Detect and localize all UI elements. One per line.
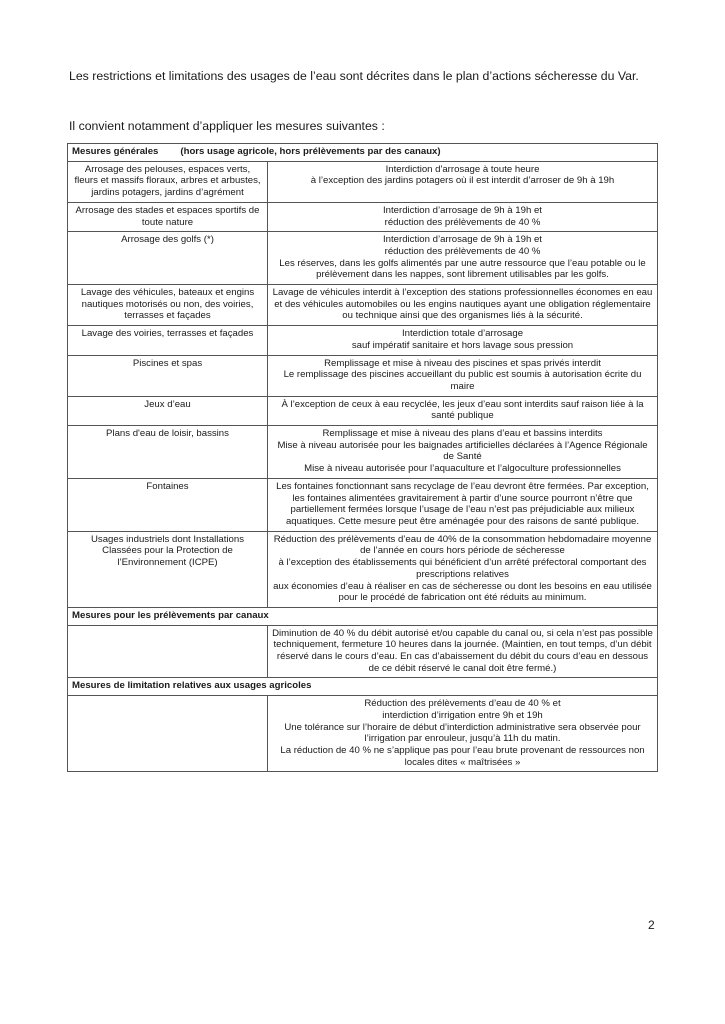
- measure-line: sauf impératif sanitaire et hors lavage sous pression: [351, 339, 574, 351]
- measure-cell: [268, 696, 658, 772]
- measure-line: Les réserves, dans les golfs alimentés par une autre ressource que l’eau potable ou le prélèvement dans les nappes, sont librement utilisables par les golfs.: [279, 257, 646, 281]
- table-row: [68, 396, 658, 425]
- measure-cell: [268, 355, 658, 396]
- measure-line: Interdiction totale d’arrosage: [401, 328, 524, 340]
- measure-cell: [268, 531, 658, 607]
- page-number: 2: [648, 918, 655, 932]
- measure-cell: [268, 625, 658, 678]
- measure-cell: [268, 426, 658, 479]
- table-row: [68, 531, 658, 607]
- section-title: Mesures générales: [72, 146, 159, 157]
- usage-cell: [68, 696, 268, 772]
- measure-line: Interdiction d’arrosage de 9h à 19h et: [383, 204, 542, 216]
- usage-cell: [68, 625, 268, 678]
- usage-cell: Arrosage des stades et espaces sportifs de toute nature: [68, 202, 268, 231]
- usage-cell: Arrosage des golfs (*): [68, 232, 268, 285]
- usage-cell: Piscines et spas: [68, 355, 268, 396]
- intro-paragraph: Les restrictions et limitations des usages de l’eau sont décrites dans le plan d’actions sécheresse du Var.: [69, 69, 639, 83]
- measure-cell: [268, 478, 658, 531]
- measure-line: réduction des prélèvements de 40 %: [384, 216, 541, 228]
- table-row: [68, 285, 658, 326]
- measure-line: À l’exception de ceux à eau recyclée, les jeux d’eau sont interdits sauf raison liée à la santé publique: [281, 398, 644, 422]
- measure-line: Interdiction d'arrosage à toute heure: [385, 163, 540, 175]
- table-row: [68, 355, 658, 396]
- table-row: [68, 478, 658, 531]
- measure-line: Une tolérance sur l’horaire de début d’interdiction administrative sera observée pour l’irrigation par enrouleur, jusqu’à 11h du matin.: [284, 721, 641, 745]
- usage-cell: Arrosage des pelouses, espaces verts, fleurs et massifs floraux, arbres et arbustes, jardins potagers, jardins d’agrément: [68, 161, 268, 202]
- measure-line: interdiction d’irrigation entre 9h et 19h: [382, 709, 543, 721]
- measure-line: Lavage de véhicules interdit à l’exception des stations professionnelles économes en eau et des véhicules automobiles ou les engins nautiques ayant une obligation réglementaire ou technique ainsi que des organismes liés à la sécurité.: [272, 287, 653, 322]
- table-row: [68, 625, 658, 678]
- section-title: Mesures de limitation relatives aux usages agricoles: [68, 678, 658, 696]
- usage-cell: Jeux d’eau: [68, 396, 268, 425]
- usage-cell: Fontaines: [68, 478, 268, 531]
- measure-line: réduction des prélèvements de 40 %: [384, 245, 541, 257]
- measure-line: à l’exception des établissements qui bénéficient d’un arrêté préfectoral comportant des prescriptions relatives: [278, 557, 647, 580]
- table-row: [68, 202, 658, 231]
- section-header-general: [68, 144, 658, 162]
- measure-line: Diminution de 40 % du débit autorisé et/ou capable du canal ou, si cela n’est pas possible techniquement, fermeture 10 heures dans la journée. (Maintien, en tout temps, d’un débit réservé dans le cours d’eau. En cas d’abaissement du débit du cours d’eau en dessous de ce débit réservé le canal doit être fermé.): [272, 627, 653, 674]
- table-row: [68, 696, 658, 772]
- measure-line: Remplissage et mise à niveau des piscines et spas privés interdit: [324, 357, 601, 369]
- table-row: [68, 161, 658, 202]
- table-row: [68, 426, 658, 479]
- measure-cell: [268, 161, 658, 202]
- section-header-agricole: [68, 678, 658, 696]
- table-row: [68, 326, 658, 355]
- usage-cell: Plans d'eau de loisir, bassins: [68, 426, 268, 479]
- measure-line: Réduction des prélèvements d’eau de 40 % et: [364, 698, 561, 710]
- measure-cell: [268, 396, 658, 425]
- measure-line: Interdiction d’arrosage de 9h à 19h et: [383, 234, 542, 246]
- measure-line: Mise à niveau autorisée pour les baignades artificielles déclarées à l’Agence Régionale de Santé: [277, 439, 648, 463]
- usage-cell: Lavage des véhicules, bateaux et engins nautiques motorisés ou non, des voiries, terrasses et façades: [68, 285, 268, 326]
- measure-cell: [268, 232, 658, 285]
- intro-lead-in: Il convient notamment d’appliquer les mesures suivantes :: [69, 119, 385, 133]
- measure-cell: [268, 326, 658, 355]
- usage-cell: Usages industriels dont Installations Classées pour la Protection de l’Environnement (ICPE): [68, 531, 268, 607]
- measures-table: [67, 143, 658, 772]
- measure-cell: [268, 202, 658, 231]
- measure-line: aux économies d’eau à réaliser en cas de sécheresse ou dont les besoins en eau utilisée pour le procédé de fabrication ont été réduits au minimum.: [273, 580, 652, 604]
- measure-line: Mise à niveau autorisée pour l’aquaculture et l’algoculture professionnelles: [304, 463, 621, 475]
- measure-line: Réduction des prélèvements d’eau de 40% de la consommation hebdomadaire moyenne de l’année en cours hors période de sécheresse: [273, 533, 652, 557]
- measure-line: Le remplissage des piscines accueillant du public est soumis à autorisation écrite du maire: [283, 369, 642, 392]
- section-subtitle: (hors usage agricole, hors prélèvements par des canaux): [180, 146, 441, 157]
- measure-line: Remplissage et mise à niveau des plans d’eau et bassins interdits: [322, 428, 603, 440]
- measure-line: Les fontaines fonctionnant sans recyclage de l’eau devront être fermées. Par exception, les fontaines alimentées gravitairement à partir d’une source pourront n’être que partiellement fermées lorsque l’usage de l’eau n’est pas préjudiciable aux milieux aquatiques. Cette mesure peut être aménagée pour des raisons de santé publique.: [276, 480, 649, 527]
- section-title: Mesures pour les prélèvements par canaux: [68, 607, 658, 625]
- measure-line: à l’exception des jardins potagers où il est interdit d’arroser de 9h à 19h: [310, 175, 615, 187]
- measure-cell: [268, 285, 658, 326]
- table-row: [68, 232, 658, 285]
- measure-line: La réduction de 40 % ne s’applique pas pour l’eau brute provenant de ressources non locales dites « maîtrisées »: [280, 744, 645, 768]
- section-header-canaux: [68, 607, 658, 625]
- usage-cell: Lavage des voiries, terrasses et façades: [68, 326, 268, 355]
